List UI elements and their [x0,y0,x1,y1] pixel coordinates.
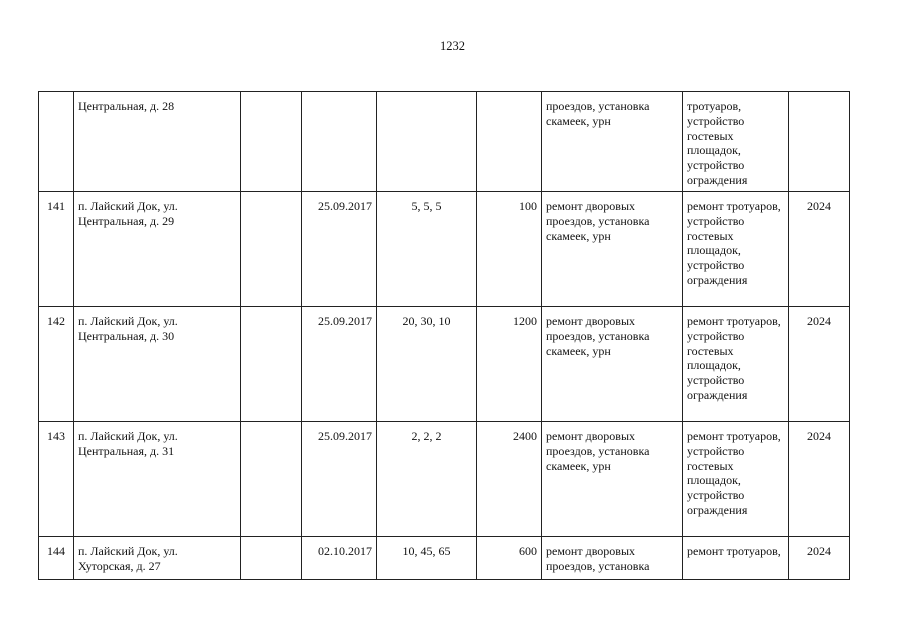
page-number: 1232 [440,39,465,53]
empty-cell [241,537,302,580]
address-cell: п. Лайский Док, ул. Центральная, д. 30 [74,307,241,422]
table-row [39,92,850,192]
year-cell: 2024 [789,537,850,580]
year-cell: 2024 [789,192,850,307]
yard-works-cell: ремонт дворовых проездов, установка скамеек, урн [542,422,683,537]
row-number [39,92,74,192]
year-cell: 2024 [789,307,850,422]
empty-cell [241,307,302,422]
dimensions-cell [377,92,477,192]
table-row [39,307,850,422]
area-cell: 1200 [477,307,542,422]
row-number: 141 [39,192,74,307]
yard-works-cell: ремонт дворовых проездов, установка скамеек, урн [542,307,683,422]
area-cell: 600 [477,537,542,580]
address-cell: Центральная, д. 28 [74,92,241,192]
dimensions-cell: 5, 5, 5 [377,192,477,307]
area-cell: 2400 [477,422,542,537]
registry-table [38,91,850,580]
date-cell [302,92,377,192]
date-cell: 25.09.2017 [302,192,377,307]
date-cell: 02.10.2017 [302,537,377,580]
dimensions-cell: 2, 2, 2 [377,422,477,537]
sidewalk-works-cell: тротуаров, устройство гостевых площадок, устройство ограждения [683,92,789,192]
empty-cell [241,92,302,192]
row-number: 144 [39,537,74,580]
yard-works-cell: проездов, установка скамеек, урн [542,92,683,192]
dimensions-cell: 20, 30, 10 [377,307,477,422]
address-cell: п. Лайский Док, ул. Центральная, д. 31 [74,422,241,537]
area-cell [477,92,542,192]
date-cell: 25.09.2017 [302,307,377,422]
row-number: 142 [39,307,74,422]
table-row [39,422,850,537]
table-row [39,192,850,307]
table-row [39,537,850,580]
sidewalk-works-cell: ремонт тротуаров, устройство гостевых площадок, устройство ограждения [683,422,789,537]
dimensions-cell: 10, 45, 65 [377,537,477,580]
area-cell: 100 [477,192,542,307]
row-number: 143 [39,422,74,537]
year-cell [789,92,850,192]
address-cell: п. Лайский Док, ул. Центральная, д. 29 [74,192,241,307]
date-cell: 25.09.2017 [302,422,377,537]
empty-cell [241,192,302,307]
yard-works-cell: ремонт дворовых проездов, установка скамеек, урн [542,192,683,307]
address-cell: п. Лайский Док, ул. Хуторская, д. 27 [74,537,241,580]
sidewalk-works-cell: ремонт тротуаров, устройство гостевых площадок, устройство ограждения [683,192,789,307]
empty-cell [241,422,302,537]
year-cell: 2024 [789,422,850,537]
yard-works-cell: ремонт дворовых проездов, установка [542,537,683,580]
sidewalk-works-cell: ремонт тротуаров, устройство гостевых площадок, устройство ограждения [683,307,789,422]
sidewalk-works-cell: ремонт тротуаров, [683,537,789,580]
